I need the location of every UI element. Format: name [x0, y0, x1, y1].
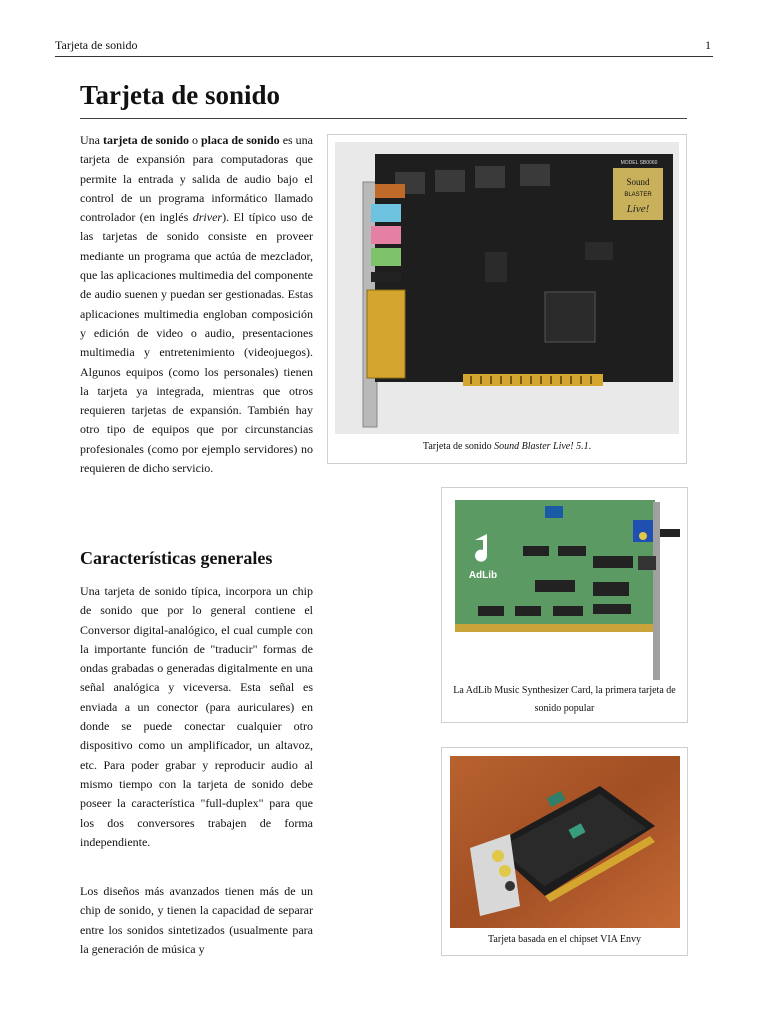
adlib-image [453, 496, 683, 681]
intro-text-4: ). El típico uso de las tarjetas de sonido consiste en proveer mediante un programa que actúa de mezclador, que las aplicaciones multimedia del componente de audio suenen y puedan ser gestionadas. Estas aplicaciones multimedia engloban composición y edición de video o audio, presentaciones multimedia y entretenimiento (videojuegos). Algunos equipos (como los personales) tienen la tarjeta ya integrada, mientras que otros requieren tarjetas de expansión. También hay otro tipo de equipos que por circunstancias profesionales (como por ejemplo servidores) no requieren de dicho servicio. [80, 210, 313, 476]
header-title: Tarjeta de sonido [55, 38, 138, 52]
figure-via-envy [441, 747, 688, 956]
caption-adlib: La AdLib Music Synthesizer Card, la primera tarjeta de sonido popular [453, 685, 676, 714]
caption-sb-product: Sound Blaster Live! 5.1 [494, 441, 589, 452]
caption-sb-dot: . [588, 441, 592, 452]
caption-sound-blaster [332, 438, 682, 456]
page-number: 1 [705, 38, 711, 52]
via-envy-image [450, 756, 680, 928]
term-placa-de-sonido: placa de sonido [201, 133, 280, 147]
intro-paragraph [80, 131, 313, 478]
intro-text-3: es una tarjeta de expansión para computadoras que permite la entrada y salida de audio bajo el control de un programa informático llamado controlador (en inglés [80, 133, 314, 225]
board-model: MODEL SB0060 [620, 160, 658, 166]
board-brand-live: Live! [626, 203, 650, 215]
figure-sound-blaster [327, 134, 687, 464]
intro-text-1: Una [80, 133, 103, 147]
caption-sb-text: Tarjeta de sonido [422, 441, 495, 452]
sound-blaster-image [335, 142, 679, 434]
board-brand-blaster: BLASTER [624, 192, 652, 198]
running-header [55, 38, 713, 57]
term-driver: driver [192, 210, 223, 225]
paragraph-caracteristicas: Una tarjeta de sonido típica, incorpora un chip de sonido que por lo general contiene el Conversor digital-analógico, el cual cumple con la importante función de "traducir" formas de ondas grabadas o generadas digitalmente en una señal analógica y viceversa. Esta señal es enviada a un conector (para auriculares) en donde se puede conectar cualquier otro dispositivo como un amplificador, un altavoz, etc. Para poder grabar y reproducir audio al mismo tiempo con la tarjeta de sonido debe poseer la característica "full-duplex" para que los dos conversores trabajen de forma independiente. [80, 584, 313, 849]
board-brand-sound: Sound [626, 177, 650, 187]
article-title: Tarjeta de sonido [80, 78, 687, 119]
adlib-logo-text: AdLib [468, 570, 498, 581]
figure-adlib [441, 487, 688, 723]
intro-text-2: o [189, 133, 201, 147]
term-tarjeta-de-sonido: tarjeta de sonido [103, 133, 189, 147]
paragraph-disenos: Los diseños más avanzados tienen más de un chip de sonido, y tienen la capacidad de separar entre los sonidos sintetizados (usualmente para la generación de música y [80, 884, 313, 956]
caption-via-envy: Tarjeta basada en el chipset VIA Envy [488, 934, 641, 945]
section-heading: Características generales [80, 548, 273, 568]
